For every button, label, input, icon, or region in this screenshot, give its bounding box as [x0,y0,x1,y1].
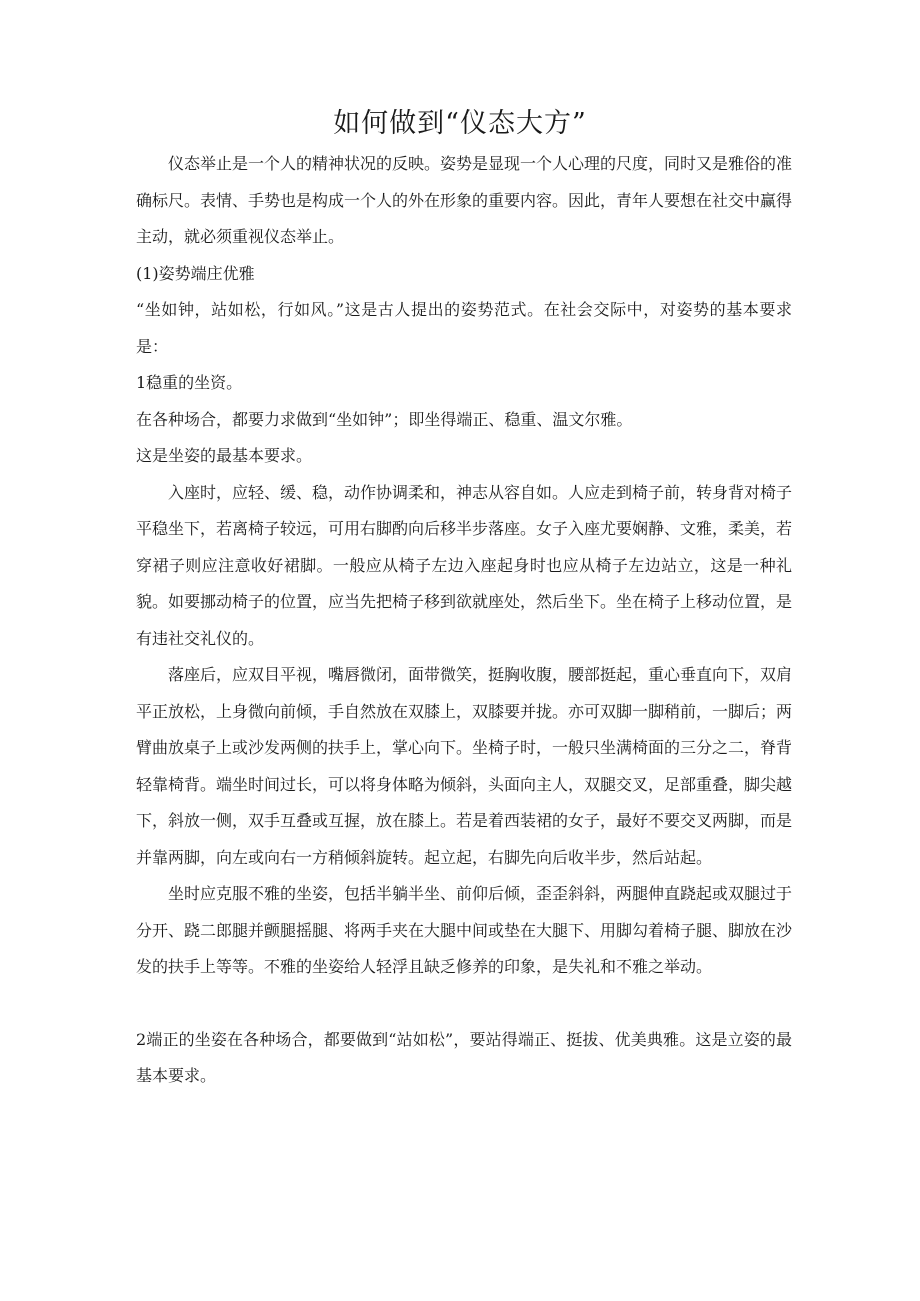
paragraph-basic-requirement: 这是坐姿的最基本要求。 [136,446,313,465]
paragraph-sit-like-bell: 在各种场合，都要力求做到“坐如钟”；即坐得端正、稳重、温文尔雅。 [136,409,633,429]
document-title: 如何做到“仪态大方” [333,108,587,139]
paragraph-intro: 仪态举止是一个人的精神状况的反映。姿势是显现一个人心理的尺度，同时又是雅俗的准确标尺。表情、手势也是构成一个人的外在形象的重要内容。因此，青年人要想在社交中赢得主动，就必须重视仪态举止。 [136,154,793,246]
document-body [136,146,792,1095]
paragraph-taking-seat: 入座时，应轻、缓、稳，动作协调柔和，神志从容自如。人应走到椅子前，转身背对椅子平稳坐下，若离椅子较远，可用右脚酌向后移半步落座。女子入座尤要娴静、文雅，柔美，若穿裙子则应注意收好裙脚。一般应从椅子左边入座起身时也应从椅子左边站立，这是一种礼貌。如要挪动椅子的位置，应当先把椅子移到欲就座处，然后坐下。坐在椅子上移动位置，是有违社交礼仪的。 [136,482,793,648]
section-heading-posture: (1)姿势端庄优雅 [136,263,255,283]
paragraph-improper-sitting: 坐时应克服不雅的坐姿，包括半躺半坐、前仰后倾，歪歪斜斜，两腿伸直跷起或双腿过于分开、跷二郎腿并颤腿摇腿、将两手夹在大腿中间或垫在大腿下、用脚勾着椅子腿、脚放在沙发的扶手上等等。不雅的坐姿给人轻浮且缺乏修养的印象，是失礼和不雅之举动。 [136,884,793,976]
paragraph-ancient-saying: “坐如钟，站如松，行如风。”这是古人提出的姿势范式。在社会交际中，对姿势的基本要求是： [136,300,792,356]
subheading-sitting: 1稳重的坐资。 [136,373,243,392]
paragraph-after-seating: 落座后，应双目平视，嘴唇微闭，面带微笑，挺胸收腹，腰部挺起，重心垂直向下，双肩平正放松，上身微向前倾，手自然放在双膝上，双膝要并拢。亦可双脚一脚稍前，一脚后；两臂曲放桌子上或沙发两侧的扶手上，掌心向下。坐椅子时，一般只坐满椅面的三分之二，脊背轻靠椅背。端坐时间过长，可以将身体略为倾斜，头面向主人，双腿交叉，足部重叠，脚尖越下，斜放一侧，双手互叠或互握，放在膝上。若是着西装裙的女子，最好不要交叉两脚，而是并靠两脚，向左或向右一方稍倾斜旋转。起立起，右脚先向后收半步，然后站起。 [136,665,793,867]
paragraph-standing: 2端正的坐姿在各种场合，都要做到“站如松”，要站得端正、挺拔、优美典雅。这是立姿的最基本要求。 [136,1029,792,1085]
